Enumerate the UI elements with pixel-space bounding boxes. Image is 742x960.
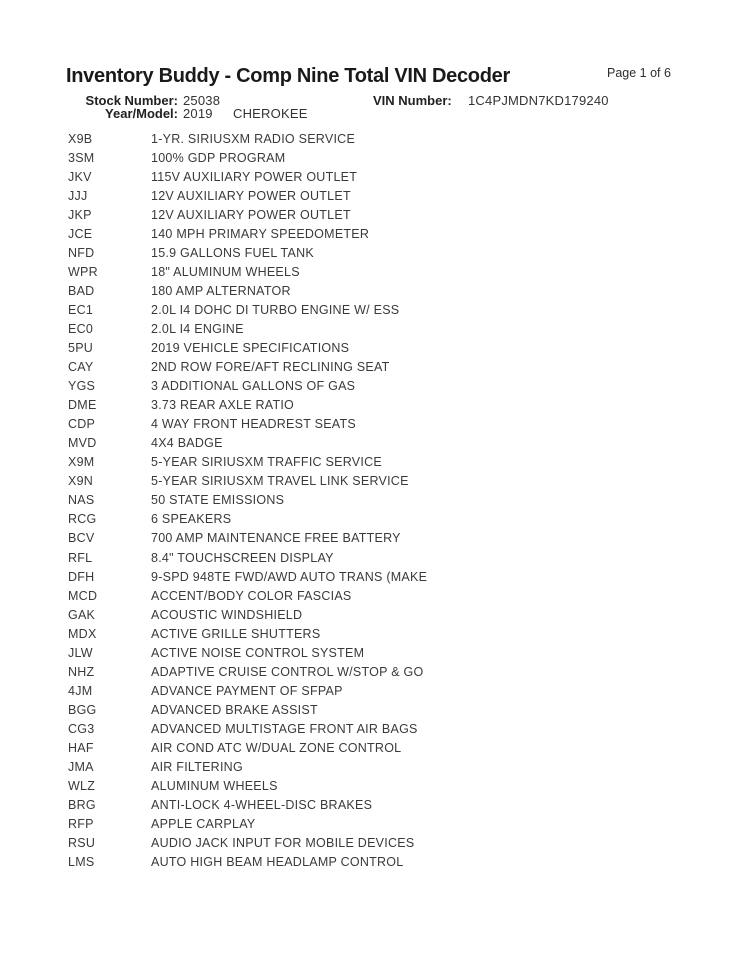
option-row (0, 834, 742, 853)
option-description: 5-YEAR SIRIUSXM TRAVEL LINK SERVICE (151, 474, 409, 489)
option-row (0, 796, 742, 815)
option-code: MVD (68, 436, 97, 451)
option-description: ADAPTIVE CRUISE CONTROL W/STOP & GO (151, 664, 424, 679)
year-value: 2019 (183, 105, 213, 121)
option-description: AIR FILTERING (151, 760, 243, 775)
option-description: AIR COND ATC W/DUAL ZONE CONTROL (151, 741, 402, 755)
option-description: 700 AMP MAINTENANCE FREE BATTERY (151, 531, 401, 546)
option-row (0, 853, 742, 872)
option-row (0, 320, 742, 339)
option-description: AUTO HIGH BEAM HEADLAMP CONTROL (151, 855, 404, 870)
option-row (0, 529, 742, 548)
option-description: ACTIVE NOISE CONTROL SYSTEM (151, 645, 365, 660)
option-description: ALUMINUM WHEELS (151, 779, 278, 794)
option-code: X9N (68, 474, 94, 489)
option-row (0, 263, 742, 282)
option-row (0, 720, 742, 739)
option-description: 115V AUXILIARY POWER OUTLET (151, 169, 358, 184)
option-code: RFP (68, 817, 94, 832)
option-code: RSU (68, 836, 96, 851)
option-description: ADVANCE PAYMENT OF SFPAP (151, 683, 343, 698)
year-model-label: Year/Model: (105, 105, 178, 121)
option-row (0, 701, 742, 720)
option-code: YGS (68, 379, 96, 394)
option-description: 4X4 BADGE (151, 436, 223, 451)
option-row (0, 244, 742, 263)
option-row (0, 682, 742, 701)
option-code: LMS (68, 855, 95, 870)
option-row (0, 568, 742, 587)
option-row (0, 739, 742, 758)
option-code: JKV (68, 169, 92, 184)
option-code: EC1 (68, 302, 94, 317)
option-description: 100% GDP PROGRAM (151, 150, 286, 165)
stock-number-value: 25038 (183, 93, 221, 108)
option-row (0, 663, 742, 682)
option-row (0, 149, 742, 168)
option-row (0, 453, 742, 472)
option-code: GAK (68, 607, 96, 622)
option-row (0, 415, 742, 434)
option-description: 2.0L I4 ENGINE (151, 321, 244, 336)
option-row (0, 434, 742, 453)
option-code: RFL (68, 550, 93, 565)
model-value: CHEROKEE (233, 105, 308, 121)
option-code: CG3 (68, 721, 95, 736)
option-code: DME (68, 398, 97, 413)
option-code: BCV (68, 531, 95, 546)
option-code: MDX (68, 626, 97, 641)
option-code: 4JM (68, 683, 93, 698)
option-code: BAD (68, 283, 95, 298)
option-description: 140 MPH PRIMARY SPEEDOMETER (151, 226, 370, 241)
option-code: JMA (68, 760, 94, 775)
option-description: 2019 VEHICLE SPECIFICATIONS (151, 341, 350, 356)
option-row (0, 644, 742, 663)
option-code: JLW (68, 645, 93, 660)
option-code: X9M (68, 455, 95, 470)
stock-number-label: Stock Number: (85, 93, 178, 108)
option-description: 12V AUXILIARY POWER OUTLET (151, 207, 351, 222)
option-description: 12V AUXILIARY POWER OUTLET (151, 188, 351, 203)
option-code: NFD (68, 245, 95, 260)
option-row (0, 472, 742, 491)
option-row (0, 225, 742, 244)
option-row (0, 491, 742, 510)
option-code: DFH (68, 569, 95, 584)
option-code: JJJ (68, 188, 88, 203)
option-row (0, 301, 742, 320)
page-title: Inventory Buddy - Comp Nine Total VIN Decoder (66, 65, 510, 87)
option-description: 180 AMP ALTERNATOR (151, 283, 291, 298)
option-code: JKP (68, 207, 92, 222)
option-row (0, 396, 742, 415)
option-code: JCE (68, 226, 93, 241)
option-description: 8.4" TOUCHSCREEN DISPLAY (151, 550, 334, 565)
options-list (0, 130, 742, 873)
option-code: NHZ (68, 664, 95, 679)
option-description: ANTI-LOCK 4-WHEEL-DISC BRAKES (151, 798, 373, 813)
option-code: NAS (68, 493, 95, 508)
option-description: 2ND ROW FORE/AFT RECLINING SEAT (151, 360, 390, 375)
option-code: 3SM (68, 150, 95, 165)
option-code: CDP (68, 417, 96, 432)
option-row (0, 168, 742, 187)
option-code: X9B (68, 131, 93, 146)
option-row (0, 187, 742, 206)
option-code: 5PU (68, 341, 94, 356)
option-row (0, 758, 742, 777)
page-indicator: Page 1 of 6 (607, 66, 671, 80)
option-row (0, 587, 742, 606)
option-code: RCG (68, 512, 97, 527)
option-description: 1-YR. SIRIUSXM RADIO SERVICE (151, 131, 356, 146)
option-description: ADVANCED MULTISTAGE FRONT AIR BAGS (151, 721, 418, 736)
vin-number-value: 1C4PJMDN7KD179240 (468, 93, 609, 108)
option-description: 2.0L I4 DOHC DI TURBO ENGINE W/ ESS (151, 302, 400, 317)
option-row (0, 606, 742, 625)
option-description: ACTIVE GRILLE SHUTTERS (151, 626, 321, 641)
option-description: AUDIO JACK INPUT FOR MOBILE DEVICES (151, 836, 415, 851)
option-row (0, 282, 742, 301)
option-row (0, 777, 742, 796)
option-row (0, 339, 742, 358)
option-description: 9-SPD 948TE FWD/AWD AUTO TRANS (MAKE (151, 569, 428, 584)
option-description: APPLE CARPLAY (151, 817, 256, 832)
option-code: MCD (68, 588, 98, 603)
option-description: ADVANCED BRAKE ASSIST (151, 702, 318, 717)
option-description: ACCENT/BODY COLOR FASCIAS (151, 588, 352, 603)
option-description: 4 WAY FRONT HEADREST SEATS (151, 417, 356, 432)
vin-number-label: VIN Number: (373, 93, 452, 108)
option-description: 6 SPEAKERS (151, 512, 232, 527)
option-description: 5-YEAR SIRIUSXM TRAFFIC SERVICE (151, 455, 382, 470)
option-description: 18" ALUMINUM WHEELS (151, 264, 300, 279)
option-row (0, 549, 742, 568)
option-description: 3 ADDITIONAL GALLONS OF GAS (151, 379, 356, 394)
option-code: WPR (68, 264, 98, 279)
option-description: 50 STATE EMISSIONS (151, 493, 285, 508)
option-row (0, 130, 742, 149)
option-code: BRG (68, 798, 96, 813)
option-code: BGG (68, 702, 97, 717)
option-description: ACOUSTIC WINDSHIELD (151, 607, 303, 622)
option-row (0, 510, 742, 529)
option-code: CAY (68, 360, 94, 375)
option-row (0, 625, 742, 644)
option-code: WLZ (68, 779, 96, 794)
option-code: EC0 (68, 321, 94, 336)
option-row (0, 815, 742, 834)
option-row (0, 358, 742, 377)
option-description: 15.9 GALLONS FUEL TANK (151, 245, 314, 260)
option-row (0, 206, 742, 225)
option-row (0, 377, 742, 396)
option-description: 3.73 REAR AXLE RATIO (151, 398, 295, 413)
option-code: HAF (68, 741, 94, 755)
